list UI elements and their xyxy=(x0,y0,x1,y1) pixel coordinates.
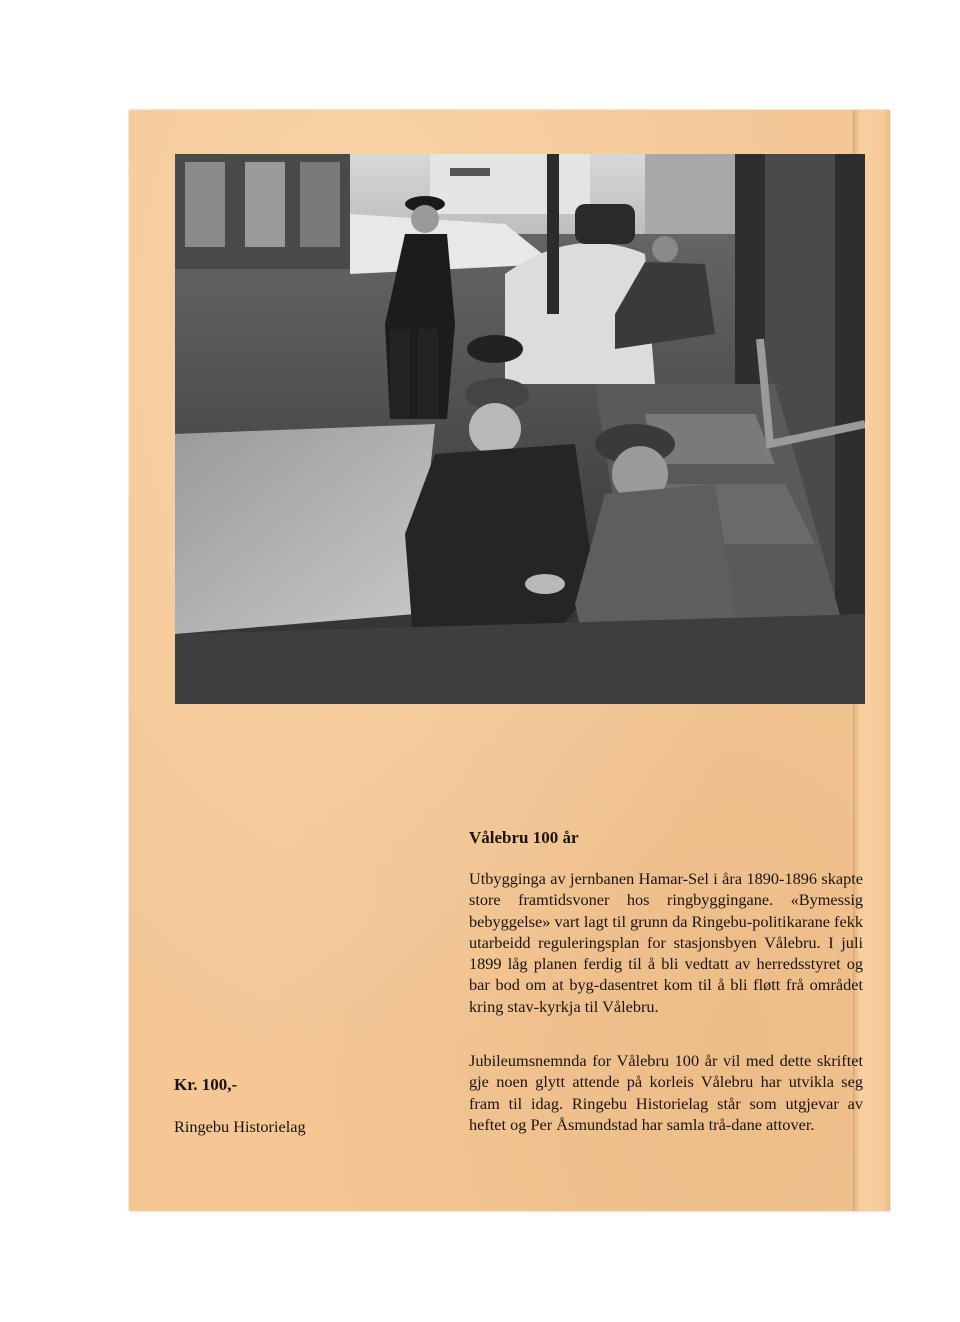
price-label: Kr. 100,- xyxy=(174,1075,238,1094)
description-paragraph-2: Jubileumsnemnda for Vålebru 100 år vil med dette skriftet gje noen glytt attende på korleis Vålebru har utvikla seg fram til idag. Ringebu Historielag står som utgjevar av heftet og Per Åsmundstad har samla trå-dane attover. xyxy=(469,1051,863,1134)
description-paragraph-1: Utbygginga av jernbanen Hamar-Sel i åra 1890-1896 skapte store framtidsvoner hos ringbyggingane. «Bymessig bebyggelse» vart lagt til grunn da Ringebu-politikarane fekk utarbeidd reguleringsplan for stasjonsbyen Vålebru. I juli 1899 låg planen ferdig til å bli vedtatt av herredsstyret og bar bod om at byg-dasentret kom til å bli fløtt frå området kring stav-kyrkja til Vålebru. xyxy=(469,869,863,1016)
book-title: Vålebru 100 år xyxy=(469,828,579,847)
publisher-name: Ringebu Historielag xyxy=(174,1117,306,1136)
cover-photograph xyxy=(175,154,865,704)
book-back-cover xyxy=(129,110,890,1211)
